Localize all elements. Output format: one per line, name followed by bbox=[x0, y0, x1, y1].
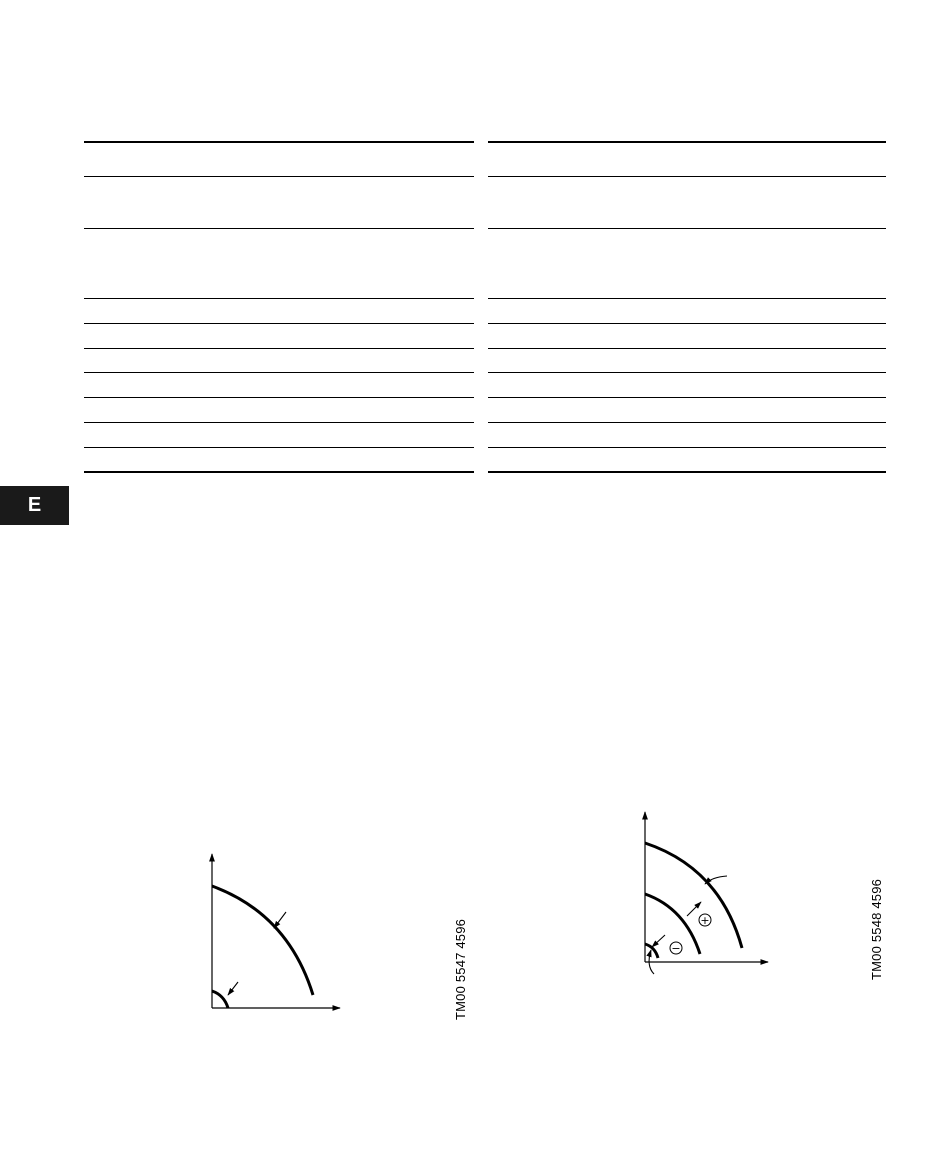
plus-sign: + bbox=[700, 914, 710, 927]
table-rule bbox=[488, 422, 886, 423]
table-rule bbox=[84, 323, 474, 324]
table-bottom-rule bbox=[488, 471, 886, 473]
table-rule bbox=[84, 298, 474, 299]
table-rule bbox=[488, 372, 886, 373]
table-rule bbox=[84, 176, 474, 177]
max-curve-pointer bbox=[274, 912, 286, 928]
minus-sign: − bbox=[671, 942, 681, 955]
setpoint-curve-diagram bbox=[630, 808, 780, 983]
table-rule bbox=[488, 397, 886, 398]
table-top-rule bbox=[488, 141, 886, 143]
language-tab-label: E bbox=[27, 494, 42, 516]
table-rule bbox=[488, 228, 886, 229]
table-rule bbox=[84, 447, 474, 448]
table-rule bbox=[84, 372, 474, 373]
pump-curve-figure-right bbox=[630, 808, 780, 983]
table-rule bbox=[84, 348, 474, 349]
figure-code-left: TM00 5547 4596 bbox=[453, 918, 468, 1020]
min-curve-pointer bbox=[228, 982, 238, 995]
table-bottom-rule bbox=[84, 471, 474, 473]
max-curve bbox=[645, 843, 742, 948]
table-rule bbox=[84, 397, 474, 398]
max-curve bbox=[212, 886, 313, 995]
pump-curve-figure-left bbox=[190, 850, 360, 1030]
language-tab bbox=[0, 486, 69, 525]
table-rule bbox=[488, 176, 886, 177]
min-curve bbox=[212, 991, 228, 1008]
table-rule bbox=[488, 447, 886, 448]
table-left bbox=[84, 141, 474, 474]
increase-arrow bbox=[687, 902, 701, 916]
pump-curve-diagram bbox=[190, 850, 360, 1030]
decrease-arrow bbox=[652, 935, 665, 947]
table-rule bbox=[84, 228, 474, 229]
table-rule bbox=[488, 323, 886, 324]
table-top-rule bbox=[84, 141, 474, 143]
table-rule bbox=[84, 422, 474, 423]
table-rule bbox=[488, 348, 886, 349]
table-right bbox=[488, 141, 886, 474]
figure-code-right: TM00 5548 4596 bbox=[869, 878, 884, 980]
table-rule bbox=[488, 298, 886, 299]
min-curve bbox=[645, 944, 658, 958]
